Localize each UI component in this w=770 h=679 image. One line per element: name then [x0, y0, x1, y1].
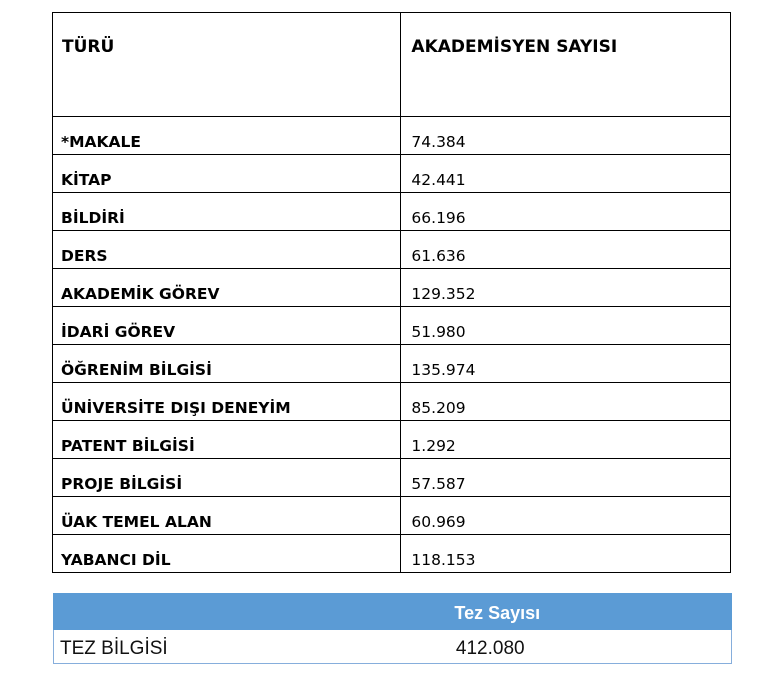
row-type: *MAKALE [53, 117, 401, 155]
thesis-row-type: TEZ BİLGİSİ [54, 630, 402, 664]
table-row [53, 535, 731, 573]
row-count: 85.209 [401, 383, 731, 421]
row-count: 1.292 [401, 421, 731, 459]
row-type: ÜNİVERSİTE DIŞI DENEYİM [53, 383, 401, 421]
header-academic-count: AKADEMİSYEN SAYISI [401, 13, 731, 117]
row-count: 42.441 [401, 155, 731, 193]
row-type: AKADEMİK GÖREV [53, 269, 401, 307]
table-row [53, 193, 731, 231]
table-row [53, 231, 731, 269]
table-row [53, 383, 731, 421]
row-type: PATENT BİLGİSİ [53, 421, 401, 459]
thesis-header-label: Tez Sayısı [402, 594, 732, 630]
row-type: İDARİ GÖREV [53, 307, 401, 345]
thesis-row-count: 412.080 [402, 630, 732, 664]
table-row [53, 421, 731, 459]
row-count: 129.352 [401, 269, 731, 307]
row-count: 135.974 [401, 345, 731, 383]
row-count: 51.980 [401, 307, 731, 345]
table-header-row [53, 13, 731, 117]
table-row [53, 307, 731, 345]
table-row [53, 345, 731, 383]
table-row [53, 269, 731, 307]
row-type: KİTAP [53, 155, 401, 193]
row-type: PROJE BİLGİSİ [53, 459, 401, 497]
row-type: BİLDİRİ [53, 193, 401, 231]
row-count: 74.384 [401, 117, 731, 155]
row-type: ÜAK TEMEL ALAN [53, 497, 401, 535]
thesis-row [54, 630, 732, 664]
academic-data-table [52, 12, 731, 573]
row-type: DERS [53, 231, 401, 269]
row-count: 66.196 [401, 193, 731, 231]
thesis-header-empty [54, 594, 402, 630]
table-row [53, 155, 731, 193]
thesis-header-row [54, 594, 732, 630]
thesis-table [53, 593, 732, 664]
row-count: 118.153 [401, 535, 731, 573]
table-row [53, 459, 731, 497]
row-count: 60.969 [401, 497, 731, 535]
header-type: TÜRÜ [53, 13, 401, 117]
row-count: 61.636 [401, 231, 731, 269]
row-type: YABANCI DİL [53, 535, 401, 573]
table-row [53, 117, 731, 155]
row-count: 57.587 [401, 459, 731, 497]
row-type: ÖĞRENİM BİLGİSİ [53, 345, 401, 383]
table-row [53, 497, 731, 535]
